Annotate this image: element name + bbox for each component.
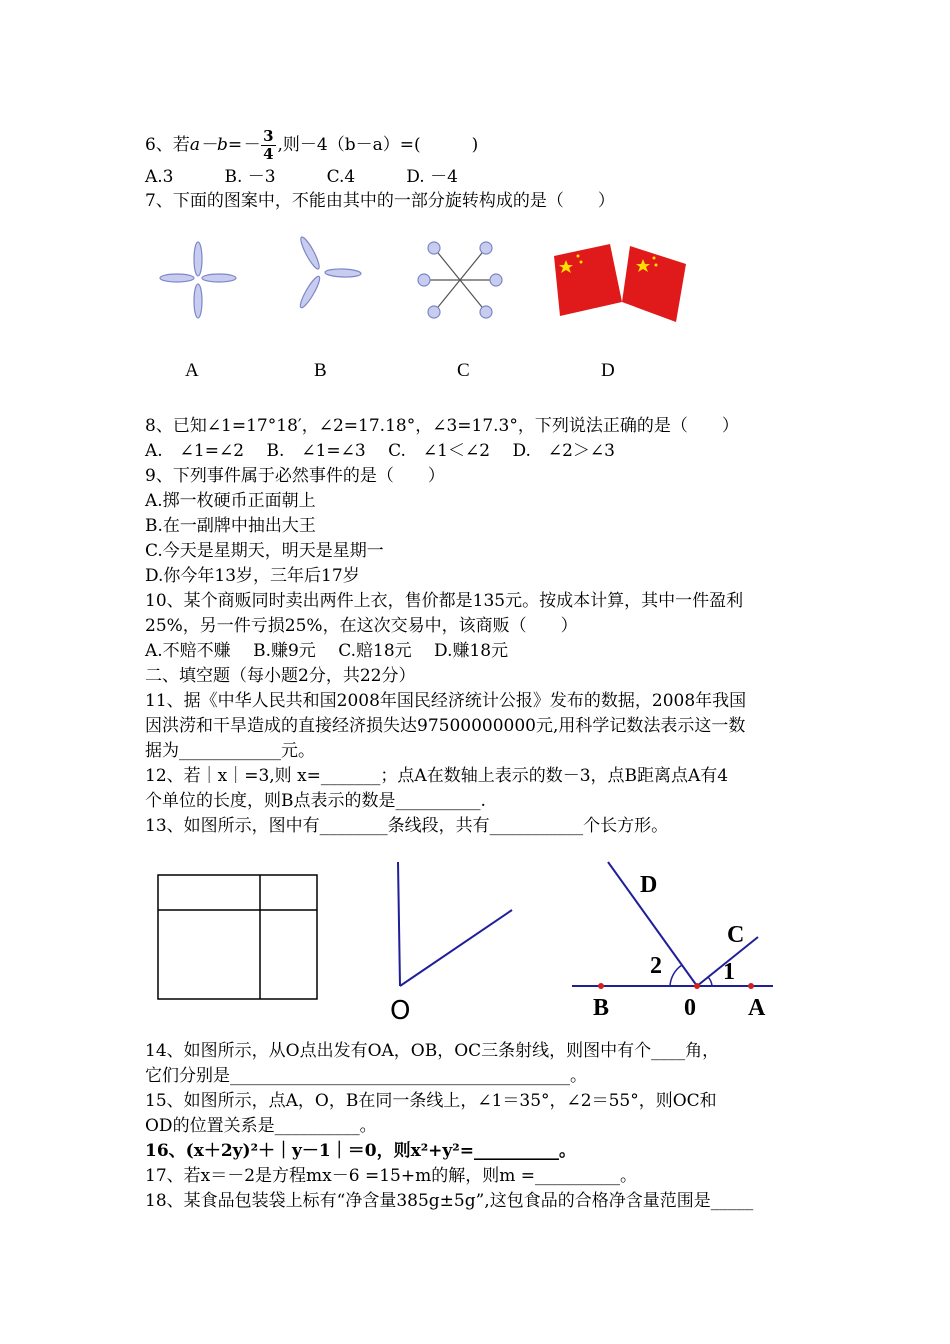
q9-option-d: D.你今年13岁，三年后17岁	[145, 566, 360, 586]
q10-line1: 10、某个商贩同时卖出两件上衣，售价都是135元。按成本计算，其中一件盈利	[145, 591, 744, 611]
q16-stem: 16、(x＋2y)²＋｜y－1｜＝0，则x²+y²=__________。	[145, 1141, 576, 1161]
q7-stem: 7、下面的图案中，不能由其中的一部分旋转构成的是（ ）	[145, 191, 615, 211]
q6-expression: a－b=－	[189, 135, 260, 155]
q6-prefix: 6、若	[145, 135, 190, 155]
q9-option-c: C.今天是星期天，明天是星期一	[145, 541, 384, 561]
q9-option-b: B.在一副牌中抽出大王	[145, 516, 316, 536]
q7-label-b: B	[314, 360, 327, 381]
q14-label-o: O	[390, 996, 411, 1026]
q9-stem: 9、下列事件属于必然事件的是（ ）	[145, 466, 445, 486]
q13-figure	[155, 872, 320, 1002]
q11-line2: 因洪涝和干旱造成的直接经济损失达97500000000元,用科学记数法表示这一数	[145, 716, 746, 736]
q11-line1: 11、据《中华人民共和国2008年国民经济统计公报》发布的数据，2008年我国	[145, 691, 747, 711]
q6-fraction-denominator: 4	[263, 145, 274, 163]
q11-line3: 据为____________元。	[145, 741, 315, 761]
q18-stem: 18、某食品包装袋上标有“净含量385g±5g”,这包食品的合格净含量范围是_____	[145, 1191, 754, 1211]
q15-label-c: C	[727, 922, 745, 948]
q7-label-a: A	[185, 360, 199, 381]
q6-stem	[145, 128, 478, 163]
q12-line1: 12、若｜x｜=3,则 x=_______；点A在数轴上表示的数－3，点B距离点A有4	[145, 766, 729, 786]
q7-label-c: C	[457, 360, 470, 381]
q8-stem: 8、已知∠1=17°18′，∠2=17.18°，∠3=17.3°，下列说法正确的是（ ）	[145, 416, 739, 436]
q15-line1: 15、如图所示，点A，O，B在同一条线上，∠1＝35°，∠2＝55°，则OC和	[145, 1091, 717, 1111]
q15-label-d: D	[640, 872, 658, 898]
q6-fraction-numerator: 3	[263, 127, 274, 145]
q15-label-2: 2	[650, 953, 662, 979]
q8-options: A. ∠1=∠2 B. ∠1=∠3 C. ∠1＜∠2 D. ∠2＞∠3	[145, 441, 615, 461]
q7-figure-d	[550, 240, 690, 320]
q6-options: A.3 B. －3 C.4 D. －4	[145, 167, 458, 187]
q10-options: A.不赔不赚 B.赚9元 C.赔18元 D.赚18元	[145, 641, 509, 661]
q9-option-a: A.掷一枚硬币正面朝上	[145, 491, 316, 511]
q14-line1: 14、如图所示，从O点出发有OA，OB，OC三条射线，则图中有个____角，	[145, 1041, 720, 1061]
section-2-heading: 二、填空题（每小题2分，共22分）	[145, 666, 416, 686]
q15-label-1: 1	[723, 959, 735, 985]
q15-label-b: B	[593, 995, 610, 1021]
q12-line2: 个单位的长度，则B点表示的数是__________.	[145, 791, 486, 811]
q10-line2: 25%，另一件亏损25%，在这次交易中，该商贩（ ）	[145, 616, 578, 636]
q7-figure-a	[158, 240, 238, 320]
q15-label-o: 0	[684, 995, 696, 1021]
q13-stem: 13、如图所示，图中有________条线段，共有___________个长方形。	[145, 816, 669, 836]
q14-line2: 它们分别是________________________________________。	[145, 1066, 587, 1086]
q15-line2: OD的位置关系是__________。	[145, 1116, 377, 1136]
q15-label-a: A	[748, 995, 766, 1021]
q7-figure-c	[410, 240, 510, 320]
q7-label-d: D	[601, 360, 615, 381]
q17-stem: 17、若x＝－2是方程mx－6 =15+m的解，则m =__________。	[145, 1166, 637, 1186]
q6-suffix: ,则－4（b－a）=( )	[277, 135, 479, 155]
q7-figure-b	[290, 235, 370, 315]
q6-fraction	[261, 128, 275, 163]
q14-figure	[390, 860, 520, 995]
